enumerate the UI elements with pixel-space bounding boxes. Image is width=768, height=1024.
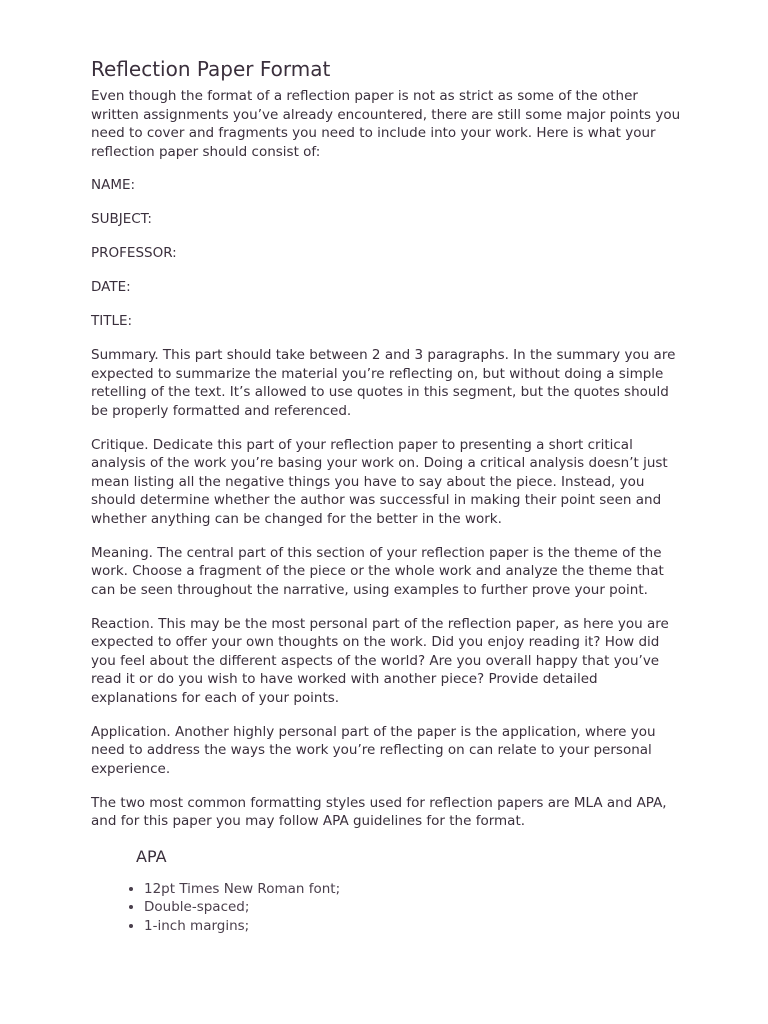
list-item: • 1-inch margins; xyxy=(144,917,682,936)
meaning-paragraph: Meaning. The central part of this section of your reflection paper is the theme of the work. Choose a fragment of the piece or the whole work and analyze the theme that can be seen throughout the narrative, using examples to further prove your point. xyxy=(91,544,664,598)
field-title: TITLE: xyxy=(91,313,133,329)
list-item: • 12pt Times New Roman font; xyxy=(144,880,682,899)
application-paragraph: Application. Another highly personal part of the paper is the application, where you need to address the ways the work you’re reflecting on can relate to your personal experience. xyxy=(91,723,656,777)
formatting-paragraph: The two most common formatting styles used for reflection papers are MLA and APA, and for this paper you may follow APA guidelines for the format. xyxy=(91,794,667,829)
critique-paragraph: Critique. Dedicate this part of your reflection paper to presenting a short critical analysis of the work you’re basing your work on. Doing a critical analysis doesn’t just mean listing all the negative things you have to say about the piece. Instead, you should determine whether the author was successful in making their point seen and whether anything can be changed for the better in the work. xyxy=(91,436,668,527)
field-subject: SUBJECT: xyxy=(91,211,152,227)
intro-paragraph: Even though the format of a reflection paper is not as strict as some of the other written assignments you’ve already encountered, there are still some major points you need to cover and fragments you need to include into your work. Here is what your reflection paper should consist of: xyxy=(91,88,681,160)
field-professor: PROFESSOR: xyxy=(91,245,177,261)
field-date: DATE: xyxy=(91,279,131,295)
field-name: NAME: xyxy=(91,177,136,193)
list-item: • Double-spaced; xyxy=(144,898,682,917)
apa-heading: APA xyxy=(136,846,167,866)
reaction-paragraph: Reaction. This may be the most personal part of the reflection paper, as here you are expected to offer your own thoughts on the work. Did you enjoy reading it? How did you feel about the different aspects of the world? Are you overall happy that you’ve read it or do you wish to have worked with another piece? Provide detailed explanations for each of your points. xyxy=(91,615,669,706)
page-title: Reflection Paper Format xyxy=(91,57,331,81)
summary-paragraph: Summary. This part should take between 2 and 3 paragraphs. In the summary you are expected to summarize the material you’re reflecting on, but without doing a simple retelling of the text. It’s allowed to use quotes in this segment, but the quotes should be properly formatted and referenced. xyxy=(91,347,676,419)
apa-list xyxy=(91,880,682,936)
